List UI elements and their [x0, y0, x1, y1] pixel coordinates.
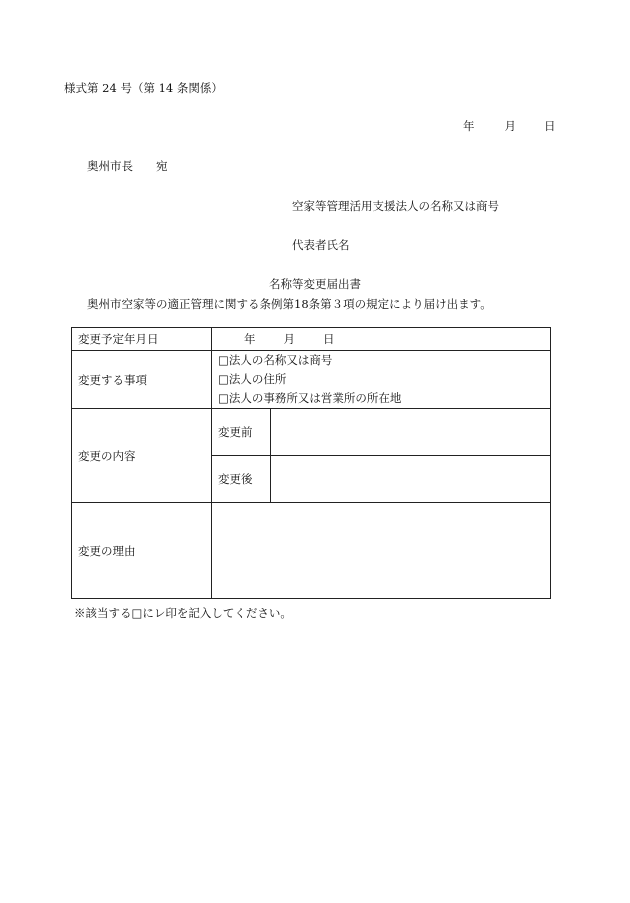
- scheduled-date-day: 日: [323, 332, 335, 346]
- table-row: [72, 328, 551, 351]
- form-title: 名称等変更届出書: [269, 277, 361, 291]
- change-details-table: [71, 327, 551, 599]
- change-items-options: [212, 351, 551, 409]
- representative-name-label: 代表者氏名: [292, 238, 350, 252]
- change-reason-label: 変更の理由: [72, 503, 212, 599]
- table-row: [72, 351, 551, 409]
- date-day: 日: [544, 119, 556, 133]
- option-corporation-address[interactable]: □法人の住所: [218, 372, 287, 386]
- table-row: [72, 503, 551, 599]
- change-items-label: 変更する事項: [72, 351, 212, 409]
- before-field[interactable]: [271, 409, 551, 456]
- change-reason-field[interactable]: [212, 503, 551, 599]
- after-label: 変更後: [212, 456, 271, 503]
- date-month: 月: [504, 119, 516, 133]
- form-number: 様式第 24 号（第 14 条関係）: [64, 81, 223, 95]
- after-field[interactable]: [271, 456, 551, 503]
- intro-statement: 奥州市空家等の適正管理に関する条例第18条第３項の規定により届け出ます。: [87, 297, 492, 311]
- submission-date: [463, 118, 556, 134]
- before-label: 変更前: [212, 409, 271, 456]
- option-corporation-name[interactable]: □法人の名称又は商号: [218, 353, 333, 367]
- scheduled-date-field[interactable]: [212, 328, 551, 351]
- scheduled-date-month: 月: [283, 332, 295, 346]
- corporation-name-label: 空家等管理活用支援法人の名称又は商号: [292, 199, 499, 213]
- addressee: 奥州市長 宛: [87, 159, 168, 173]
- table-row: [72, 409, 551, 456]
- change-content-label: 変更の内容: [72, 409, 212, 503]
- scheduled-date-label: 変更予定年月日: [72, 328, 212, 351]
- checkbox-note: ※該当する□にレ印を記入してください。: [74, 606, 292, 620]
- option-office-location[interactable]: □法人の事務所又は営業所の所在地: [218, 391, 402, 405]
- date-year: 年: [463, 119, 475, 133]
- scheduled-date-year: 年: [244, 332, 256, 346]
